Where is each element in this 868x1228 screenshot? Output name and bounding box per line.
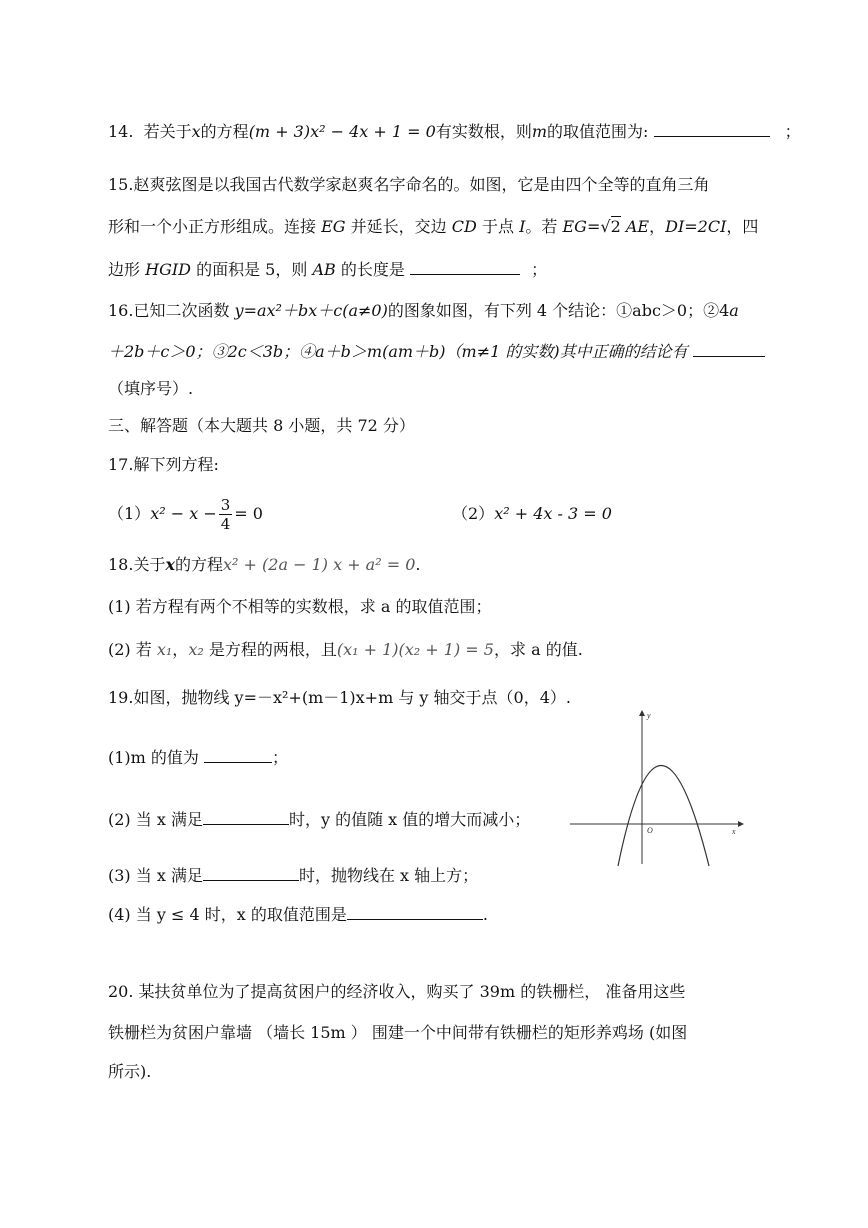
- q15-ab: AB: [312, 260, 336, 279]
- q15-text-g: 的面积是 5，则: [196, 260, 308, 279]
- q17-p2-equation: x² + 4x - 3 = 0: [494, 504, 612, 523]
- q15-end: ；: [531, 260, 548, 279]
- q15-sqrt-sign: √: [600, 217, 611, 236]
- q14-answer-blank[interactable]: [654, 118, 770, 137]
- q18-end: .: [415, 555, 421, 574]
- q16-line1: [108, 299, 739, 323]
- q18-p2-text-b: 是方程的两根，且: [208, 640, 337, 659]
- q17-p2-label: （2）: [452, 504, 495, 523]
- q17-p1-numerator: 3: [220, 496, 231, 514]
- q16-conclusions: ＋2b＋c＞0；③2c＜3b；④a＋b＞m(am＋b)（m≠1 的实数)其中正确的结论有: [108, 342, 688, 361]
- q18-root-x2: x₂: [188, 640, 204, 659]
- q17-p1-label: （1）: [108, 504, 151, 523]
- q16-text-b: 的图象如图，有下列 4 个结论：①abc＞0；②4: [387, 301, 730, 320]
- y-axis-label: y: [647, 711, 651, 720]
- q19-p3-text-b: 时，抛物线在 x 轴上方；: [298, 866, 479, 885]
- q15-line3: [108, 256, 547, 282]
- q16-line2: [108, 338, 765, 364]
- q14-end: ；: [784, 122, 801, 141]
- y-axis-arrow: [639, 710, 645, 716]
- q16-line3: （填序号）.: [108, 379, 194, 398]
- q18-p2-text-c: ，求 a 的值.: [493, 640, 583, 659]
- q15-di: DI=2CI: [665, 217, 727, 236]
- q16-answer-blank[interactable]: [693, 338, 765, 357]
- q14-text-post2: 的取值范围为:: [547, 122, 649, 141]
- q15-line1: 15.赵爽弦图是以我国古代数学家赵爽名字命名的。如图，它是由四个全等的直角三角: [108, 175, 710, 194]
- q19-p2-text-b: 时，y 的值随 x 值的增大而减小；: [288, 810, 531, 829]
- origin-label: O: [647, 826, 653, 835]
- q20-line2: 铁栅栏为贫困户靠墙 （墙长 15m ） 围建一个中间带有铁栅栏的矩形养鸡场 (如图: [108, 1023, 688, 1042]
- q15-text-f: 边形: [108, 260, 141, 279]
- q19-p1-text: (1)m 的值为: [108, 748, 199, 767]
- q15-text-c: 于点: [481, 217, 514, 236]
- x-axis-label: x: [732, 827, 736, 836]
- q18-equation: x² + (2a − 1) x + a² = 0: [223, 555, 416, 574]
- x-axis-arrow: [738, 821, 744, 827]
- q17-part1: [108, 494, 263, 534]
- q19-part1: [108, 744, 288, 770]
- section-3-heading: 三、解答题（本大题共 8 小题，共 72 分）: [108, 416, 415, 435]
- q19-part4: [108, 901, 488, 927]
- q19-p3-blank[interactable]: [203, 862, 299, 881]
- q17-p1-rhs: = 0: [234, 504, 263, 523]
- q14-text-post: 有实数根，则: [435, 122, 532, 141]
- q19-p2-blank[interactable]: [203, 806, 289, 825]
- q18-root-x1: x₁: [156, 640, 173, 659]
- q20-line1: 20. 某扶贫单位为了提高贫困户的经济收入，购买了 39m 的铁栅栏， 准备用这些: [108, 982, 686, 1001]
- q16-text-a: 16.已知二次函数: [108, 301, 230, 320]
- q17-p1-expr: x² − x −: [150, 504, 217, 523]
- q14-var-m: m: [531, 122, 548, 141]
- q14-text-mid: 的方程: [200, 122, 249, 141]
- q15-text-b: 并延长，交边: [350, 217, 447, 236]
- q18-part1: (1) 若方程有两个不相等的实数根，求 a 的取值范围；: [108, 597, 492, 616]
- q15-sqrt-value: 2: [610, 217, 621, 236]
- q16-function: y=ax²＋bx＋c(a≠0): [234, 301, 388, 320]
- q15-text-e: ，四: [726, 217, 759, 236]
- q19-part2: [108, 806, 530, 832]
- q18-var-x: x: [165, 555, 175, 574]
- parabola-graph: [566, 708, 746, 868]
- q14-text-pre: 若关于: [143, 122, 192, 141]
- q15-point-i: I: [519, 217, 526, 236]
- q15-cd: CD: [451, 217, 477, 236]
- q14-var-x: x: [191, 122, 201, 141]
- q15-answer-blank[interactable]: [410, 256, 520, 275]
- q15-hgid: HGID: [145, 260, 191, 279]
- q15-line2: [108, 215, 758, 239]
- q15-text-h: 的长度是: [340, 260, 405, 279]
- q19-p1-end: ；: [272, 748, 289, 767]
- q20-line3: 所示).: [108, 1062, 152, 1081]
- q15-condition: EG=: [562, 217, 601, 236]
- q19-p1-blank[interactable]: [204, 744, 272, 763]
- q15-eg: EG: [321, 217, 346, 236]
- q17-p1-fraction: [219, 496, 233, 533]
- q18-part2: [108, 638, 583, 662]
- q19-p4-blank[interactable]: [347, 901, 483, 920]
- q15-ae: AE: [625, 217, 650, 236]
- q18-text-a: 18.关于: [108, 555, 166, 574]
- q15-text-d: 。若: [525, 217, 558, 236]
- q14-equation: (m + 3)x² − 4x + 1 = 0: [248, 122, 436, 141]
- q14-line: [108, 118, 801, 144]
- q17-title: 17.解下列方程:: [108, 455, 219, 474]
- q15-text-a: 形和一个小正方形组成。连接: [108, 217, 317, 236]
- parabola-curve: [618, 766, 709, 867]
- q18-title: [108, 553, 420, 577]
- q18-p2-sep: ，: [172, 640, 189, 659]
- q19-p4-end: .: [482, 905, 488, 924]
- q18-p2-condition: (x₁ + 1)(x₂ + 1) = 5: [336, 640, 494, 659]
- q16-var-a: a: [729, 301, 739, 320]
- q19-part3: [108, 862, 478, 888]
- q18-p2-text-a: (2) 若: [108, 640, 152, 659]
- q19-p3-text-a: (3) 当 x 满足: [108, 866, 203, 885]
- q17-part2: [452, 494, 612, 534]
- q15-comma: ，: [649, 217, 666, 236]
- q19-p4-text: (4) 当 y ≤ 4 时，x 的取值范围是: [108, 905, 347, 924]
- q19-title: 19.如图，抛物线 y=－x²+(m－1)x+m 与 y 轴交于点（0，4）.: [108, 688, 572, 707]
- q19-p2-text-a: (2) 当 x 满足: [108, 810, 203, 829]
- q18-text-b: 的方程: [175, 555, 224, 574]
- q14-number: 14.: [108, 122, 134, 141]
- q17-p1-denominator: 4: [220, 515, 231, 533]
